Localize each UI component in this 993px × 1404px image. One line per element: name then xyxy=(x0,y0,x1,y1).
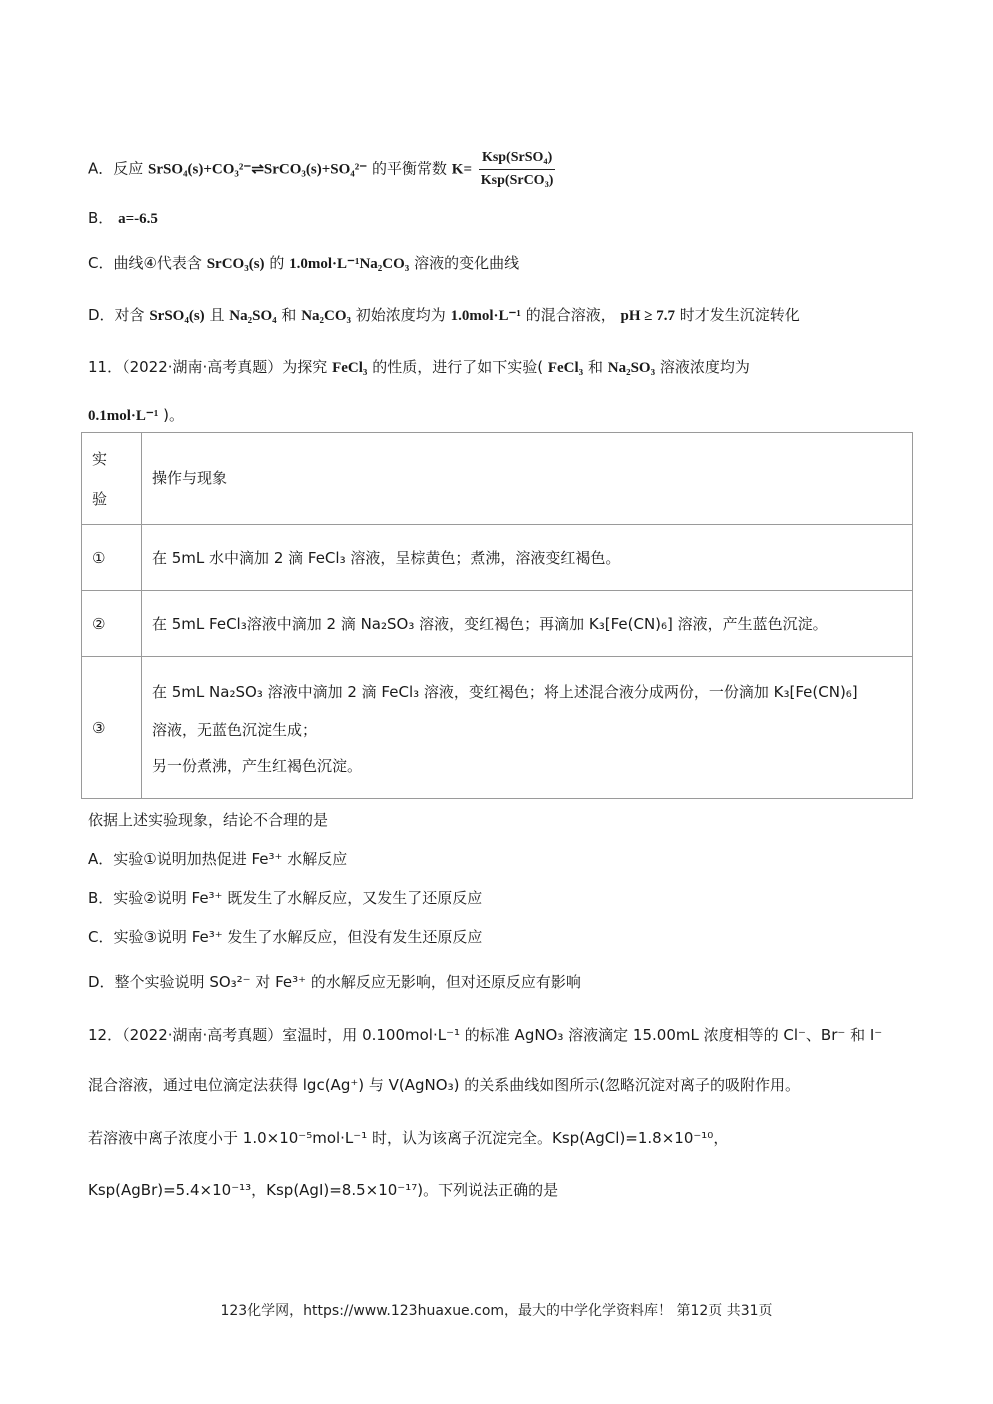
option-b-prev xyxy=(88,208,158,229)
table-header-row xyxy=(82,433,913,525)
fraction-denominator: Ksp(SrCO₃) xyxy=(480,173,554,188)
header-operation xyxy=(142,433,913,525)
option-c-mid: 的 xyxy=(269,254,285,272)
q12-stem-line2: 混合溶液，通过电位滴定法获得 lgc(Ag⁺) 与 V(AgNO₃) 的关系曲线如图所示(忽略沉淀对离子的吸附作用。 xyxy=(88,1076,801,1094)
q12-stem-line4: Ksp(AgBr)=5.4×10⁻¹³，Ksp(AgI)=8.5×10⁻¹⁷)。下列说法正确的是 xyxy=(88,1181,559,1199)
q11-stem-line1 xyxy=(88,357,750,378)
page-footer: 123化学网，https://www.123huaxue.com，最大的中学化学资料库！ 第12页 共31页 xyxy=(220,1303,773,1319)
q11-concentration: 0.1mol·L⁻¹ xyxy=(88,408,159,424)
option-c-suffix: 溶液的变化曲线 xyxy=(414,254,520,272)
option-c-prefix: C．曲线④代表含 xyxy=(88,254,202,272)
option-d-f2: Na₂SO₄ xyxy=(229,308,277,324)
option-d-m4: 的混合溶液， xyxy=(525,306,616,324)
row-number: ① xyxy=(82,525,142,591)
q11-question: 依据上述实验现象，结论不合理的是 xyxy=(88,811,329,829)
fraction-numerator: Ksp(SrSO₄) xyxy=(479,148,556,170)
option-c-formula2: 1.0mol·L⁻¹Na₂CO₃ xyxy=(289,256,410,272)
table-row xyxy=(82,591,913,657)
q11-option-c: C．实验③说明 Fe³⁺ 发生了水解反应，但没有发生还原反应 xyxy=(88,928,483,946)
q11-formula3: Na₂SO₃ xyxy=(607,360,656,376)
option-b-prefix: B． xyxy=(88,209,114,227)
q11-option-a: A．实验①说明加热促进 Fe³⁺ 水解反应 xyxy=(88,850,348,868)
row-number: ③ xyxy=(82,657,142,799)
q11-mid: 的性质，进行了如下实验( xyxy=(372,358,544,376)
option-d-f3: Na₂CO₃ xyxy=(301,308,352,324)
header-operation-label: 操作与现象 xyxy=(152,469,228,487)
q11-formula1: FeCl₃ xyxy=(332,360,368,376)
header-experiment xyxy=(82,433,142,525)
option-a-prev xyxy=(88,148,555,191)
q11-mid2: 和 xyxy=(587,358,603,376)
row-text-line2: 溶液，无蓝色沉淀生成； xyxy=(152,720,318,739)
option-b-formula: a=-6.5 xyxy=(118,211,158,227)
row-text-line1: 在 5mL Na₂SO₃ 溶液中滴加 2 滴 FeCl₃ 溶液，变红褐色；将上述混合液分成两份，一份滴加 K₃[Fe(CN)₆] xyxy=(152,682,858,701)
option-c-prev xyxy=(88,253,519,274)
table-row xyxy=(82,525,913,591)
option-c-formula1: SrCO₃(s) xyxy=(206,256,265,272)
option-d-prefix: D．对含 xyxy=(88,306,145,324)
option-a-equation: SrSO₄(s)+CO₃²⁻⇌SrCO₃(s)+SO₄²⁻ xyxy=(148,161,368,178)
q11-prefix: 11．（2022·湖南·高考真题）为探究 xyxy=(88,358,328,376)
option-d-m1: 且 xyxy=(209,306,225,324)
option-d-m2: 和 xyxy=(281,306,297,324)
option-a-prefix: A．反应 xyxy=(88,159,144,178)
option-d-f4: 1.0mol·L⁻¹ xyxy=(450,308,521,324)
row-text-line3: 另一份煮沸，产生红褐色沉淀。 xyxy=(152,756,363,775)
option-d-m3: 初始浓度均为 xyxy=(355,306,446,324)
row-text-multi xyxy=(142,657,913,799)
q11-line2-suffix: )。 xyxy=(163,406,184,424)
option-a-mid: 的平衡常数 xyxy=(371,159,447,178)
q11-formula2: FeCl₃ xyxy=(547,360,584,376)
experiment-table xyxy=(81,432,913,799)
q11-stem-line2 xyxy=(88,405,184,426)
q11-suffix: 溶液浓度均为 xyxy=(659,358,750,376)
option-a-fraction xyxy=(479,148,556,191)
option-d-suffix: 时才发生沉淀转化 xyxy=(679,306,800,324)
option-a-k: K= xyxy=(451,161,472,178)
q11-option-b: B．实验②说明 Fe³⁺ 既发生了水解反应，又发生了还原反应 xyxy=(88,889,483,907)
option-d-f5: pH ≥ 7.7 xyxy=(620,308,676,324)
q11-option-d: D．整个实验说明 SO₃²⁻ 对 Fe³⁺ 的水解反应无影响，但对还原反应有影响 xyxy=(88,973,581,991)
row-text: 在 5mL FeCl₃溶液中滴加 2 滴 Na₂SO₃ 溶液，变红褐色；再滴加 K₃[Fe(CN)₆] 溶液，产生蓝色沉淀。 xyxy=(142,591,913,657)
q12-stem-line3: 若溶液中离子浓度小于 1.0×10⁻⁵mol·L⁻¹ 时，认为该离子沉淀完全。Ksp(AgCl)=1.8×10⁻¹⁰， xyxy=(88,1129,729,1147)
row-number: ② xyxy=(82,591,142,657)
q12-stem-line1: 12．（2022·湖南·高考真题）室温时，用 0.100mol·L⁻¹ 的标准 AgNO₃ 溶液滴定 15.00mL 浓度相等的 Cl⁻、Br⁻ 和 I⁻ xyxy=(88,1026,883,1044)
header-experiment-label: 实验 xyxy=(92,449,108,508)
table-row xyxy=(82,657,913,799)
option-d-prev xyxy=(88,305,800,326)
row-text: 在 5mL 水中滴加 2 滴 FeCl₃ 溶液，呈棕黄色；煮沸，溶液变红褐色。 xyxy=(142,525,913,591)
option-d-f1: SrSO₄(s) xyxy=(149,308,205,324)
